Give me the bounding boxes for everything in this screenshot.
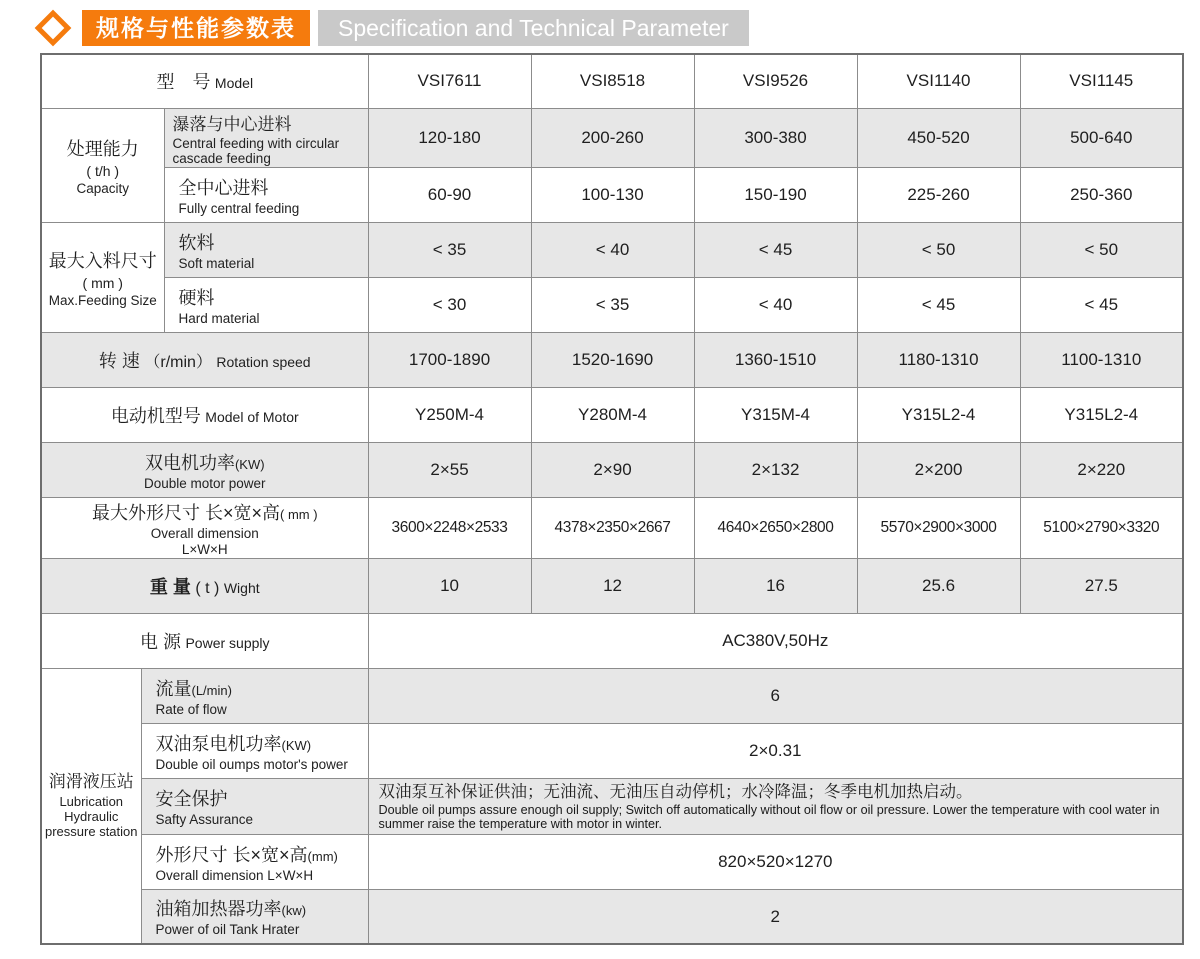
model-row [41, 54, 1183, 108]
value-cell: 27.5 [1020, 558, 1183, 613]
rotation-label [41, 332, 368, 387]
sub-label-en: Power of oil Tank Hrater [155, 922, 300, 938]
value-cell: < 40 [694, 277, 857, 332]
sub-label-en: Overall dimension L×W×H [155, 867, 314, 883]
value-cell: < 35 [531, 277, 694, 332]
dimension-label-unit: ( mm ) [280, 506, 318, 522]
page-title-en: Specification and Technical Parameter [318, 10, 749, 46]
lub-sub-label [141, 778, 368, 834]
page-title-bar [0, 0, 1200, 51]
weight-label-zh: 重 量 [149, 576, 191, 597]
value-cell: 25.6 [857, 558, 1020, 613]
lub-sub-label [141, 889, 368, 944]
value-cell: 150-190 [694, 167, 857, 222]
lub-sub-label [141, 834, 368, 889]
sub-label-zh: 流量 [155, 678, 192, 699]
sub-label-unit: (mm) [307, 848, 338, 864]
motor-power-label-unit: (KW) [234, 456, 265, 472]
value-cell: 2×132 [694, 442, 857, 497]
value-cell: < 45 [857, 277, 1020, 332]
sub-label-unit: (kw) [281, 903, 307, 919]
value-cell: 4378×2350×2667 [531, 497, 694, 558]
rotation-row [41, 332, 1183, 387]
capacity-sub-label [164, 167, 368, 222]
value-cell: 500-640 [1020, 108, 1183, 167]
feeding-hard-row [41, 277, 1183, 332]
sub-label-zh: 油箱加热器功率 [155, 899, 282, 920]
value-cell: < 35 [368, 222, 531, 277]
feeding-label-unit: ( mm ) [82, 274, 123, 291]
lub-sub-label [141, 723, 368, 778]
motor-label-zh: 电动机型号 [110, 405, 201, 426]
spec-table [40, 53, 1184, 945]
rotation-label-zh: 转 速 [98, 350, 140, 371]
power-value-cell: AC380V,50Hz [368, 613, 1183, 668]
motor-power-label-zh: 双电机功率 [144, 452, 235, 473]
rotation-label-unit: （r/min） [144, 353, 212, 371]
model-cell: VSI9526 [694, 54, 857, 108]
sub-label-zh: 硬料 [178, 287, 215, 308]
feeding-label-en: Max.Feeding Size [48, 292, 157, 308]
model-cell: VSI1145 [1020, 54, 1183, 108]
rotation-label-en: Rotation speed [216, 353, 311, 370]
lub-value-cell: 820×520×1270 [368, 834, 1183, 889]
lub-value-cell: 6 [368, 668, 1183, 723]
lub-heater-row [41, 889, 1183, 944]
capacity-cascade-row [41, 108, 1183, 167]
value-cell: 1100-1310 [1020, 332, 1183, 387]
sub-label-unit: (L/min) [191, 682, 232, 698]
diamond-icon [35, 10, 72, 47]
lub-flow-row [41, 668, 1183, 723]
motor-model-row [41, 387, 1183, 442]
dimension-row [41, 497, 1183, 558]
value-cell: < 40 [531, 222, 694, 277]
power-label [41, 613, 368, 668]
value-cell: < 30 [368, 277, 531, 332]
lub-pump-power-row [41, 723, 1183, 778]
sub-label-zh: 双油泵电机功率 [155, 733, 282, 754]
weight-label-en: Wight [223, 579, 260, 596]
weight-row [41, 558, 1183, 613]
feeding-group-label [41, 222, 164, 332]
value-cell: 60-90 [368, 167, 531, 222]
value-cell: 250-360 [1020, 167, 1183, 222]
lubrication-label-zh: 润滑液压站 [48, 772, 134, 792]
value-cell: 120-180 [368, 108, 531, 167]
weight-label [41, 558, 368, 613]
sub-label-unit: (KW) [281, 737, 312, 753]
model-cell: VSI1140 [857, 54, 1020, 108]
feeding-label-zh: 最大入料尺寸 [48, 250, 157, 271]
capacity-central-row [41, 167, 1183, 222]
capacity-label-en: Capacity [76, 180, 130, 196]
dimension-label [41, 497, 368, 558]
model-label-en: Model [214, 75, 254, 92]
lub-safety-cell [368, 778, 1183, 834]
value-cell: 300-380 [694, 108, 857, 167]
capacity-sub-label [164, 108, 368, 167]
sub-label-zh: 瀑落与中心进料 [172, 114, 292, 134]
value-cell: 2×220 [1020, 442, 1183, 497]
value-cell: 225-260 [857, 167, 1020, 222]
sub-label-en: Fully central feeding [178, 200, 300, 216]
lubrication-group-label [41, 668, 141, 944]
safety-text-zh: 双油泵互补保证供油；无油流、无油压自动停机；水冷降温；冬季电机加热启动。 [378, 782, 973, 801]
value-cell: 16 [694, 558, 857, 613]
motor-power-label [41, 442, 368, 497]
capacity-label-zh: 处理能力 [66, 138, 139, 159]
lub-value-cell: 2×0.31 [368, 723, 1183, 778]
value-cell: < 45 [694, 222, 857, 277]
model-header-label [41, 54, 368, 108]
model-label-zh: 型 号 [156, 72, 211, 93]
power-label-zh: 电 源 [140, 631, 182, 652]
sub-label-en: Safty Assurance [155, 812, 254, 828]
value-cell: 1700-1890 [368, 332, 531, 387]
value-cell: Y315L2-4 [1020, 387, 1183, 442]
value-cell: 200-260 [531, 108, 694, 167]
lub-safety-row [41, 778, 1183, 834]
sub-label-zh: 安全保护 [155, 789, 228, 810]
value-cell: Y315L2-4 [857, 387, 1020, 442]
feeding-sub-label [164, 277, 368, 332]
motor-label-en: Model of Motor [205, 408, 299, 425]
sub-label-zh: 外形尺寸 长×宽×高 [155, 844, 308, 865]
motor-power-label-en: Double motor power [143, 475, 266, 491]
value-cell: < 50 [857, 222, 1020, 277]
value-cell: 2×200 [857, 442, 1020, 497]
motor-power-row [41, 442, 1183, 497]
feeding-sub-label [164, 222, 368, 277]
value-cell: 1360-1510 [694, 332, 857, 387]
power-supply-row [41, 613, 1183, 668]
sub-label-en: Double oil oumps motor's power [155, 756, 348, 772]
sub-label-en: Hard material [178, 310, 260, 326]
lub-value-cell: 2 [368, 889, 1183, 944]
value-cell: < 50 [1020, 222, 1183, 277]
value-cell: Y250M-4 [368, 387, 531, 442]
safety-text-en: Double oil pumps assure enough oil supply; Switch off automatically without oil flow or oil pressure. Lower the temperature with cool water in summer raise the temperature with motor in winter. [378, 802, 1160, 831]
value-cell: Y315M-4 [694, 387, 857, 442]
motor-label [41, 387, 368, 442]
power-label-en: Power supply [185, 634, 270, 651]
value-cell: 100-130 [531, 167, 694, 222]
dimension-label-en: Overall dimension [150, 525, 259, 541]
value-cell: < 45 [1020, 277, 1183, 332]
dimension-label-en2: L×W×H [181, 541, 228, 557]
model-cell: VSI8518 [531, 54, 694, 108]
model-cell: VSI7611 [368, 54, 531, 108]
weight-label-unit: ( t ) [195, 579, 220, 597]
value-cell: 4640×2650×2800 [694, 497, 857, 558]
lub-sub-label [141, 668, 368, 723]
value-cell: 12 [531, 558, 694, 613]
value-cell: 1520-1690 [531, 332, 694, 387]
value-cell: 2×55 [368, 442, 531, 497]
value-cell: 5570×2900×3000 [857, 497, 1020, 558]
value-cell: 10 [368, 558, 531, 613]
sub-label-en: Central feeding with circular cascade feeding [172, 135, 340, 166]
sub-label-en: Rate of flow [155, 701, 227, 717]
sub-label-zh: 软料 [178, 232, 215, 253]
page-title-zh: 规格与性能参数表 [82, 10, 310, 46]
feeding-soft-row [41, 222, 1183, 277]
value-cell: Y280M-4 [531, 387, 694, 442]
capacity-group-label [41, 108, 164, 222]
lubrication-label-en: Lubrication Hydraulic pressure station [45, 793, 138, 839]
capacity-label-unit: ( t/h ) [86, 162, 120, 179]
value-cell: 450-520 [857, 108, 1020, 167]
value-cell: 3600×2248×2533 [368, 497, 531, 558]
sub-label-en: Soft material [178, 255, 255, 271]
value-cell: 1180-1310 [857, 332, 1020, 387]
lub-dimension-row [41, 834, 1183, 889]
value-cell: 5100×2790×3320 [1020, 497, 1183, 558]
value-cell: 2×90 [531, 442, 694, 497]
sub-label-zh: 全中心进料 [178, 177, 269, 198]
dimension-label-zh: 最大外形尺寸 长×宽×高 [91, 502, 280, 523]
